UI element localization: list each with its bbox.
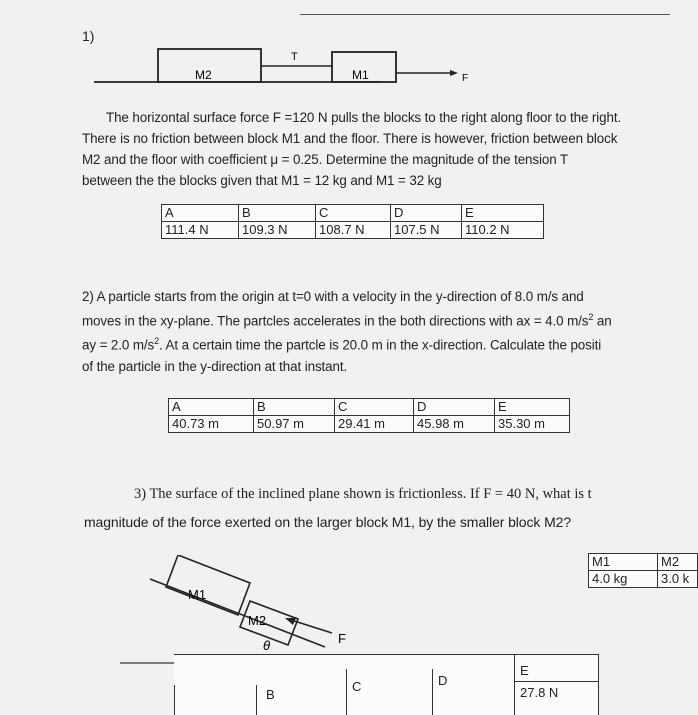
q3-line-2: magnitude of the force exerted on the larger block M1, by the smaller block M2?	[84, 514, 572, 530]
q1-t-label: T	[291, 51, 298, 63]
q3-m1-label: M1	[188, 587, 207, 602]
q1-number: 1)	[82, 28, 95, 44]
q2-choice-d-value: 45.98 m	[414, 416, 495, 433]
q1-choice-c-value: 108.7 N	[316, 222, 391, 239]
q3-choice-e-letter: E	[520, 663, 529, 678]
q2-choice-c-letter: C	[335, 399, 414, 416]
q2-line-4: of the particle in the y-direction at that instant.	[82, 358, 348, 374]
q3-m2-value: 3.0 k	[658, 571, 698, 588]
q1-choice-e-value: 110.2 N	[462, 222, 544, 239]
q3-m2-label: M2	[248, 613, 267, 628]
q2-line-2	[82, 307, 698, 331]
q2-line-3-sup: 2	[154, 336, 160, 347]
q3-answer-table-partial	[174, 654, 599, 715]
q1-choice-b-value: 109.3 N	[239, 222, 316, 239]
q3-line-1: 3) The surface of the inclined plane shown is frictionless. If F = 40 N, what is t	[134, 486, 592, 502]
q2-line-2-text: moves in the xy-plane. The partcles accelerates in the both directions with ax = 4.0 m/s	[82, 313, 589, 329]
q2-line-3-b: . At a certain time the partcle is 20.0 m in the x-direction. Calculate the positi	[159, 337, 602, 353]
q1-m2-label: M2	[195, 68, 212, 82]
q1-force-arrowhead	[450, 70, 458, 76]
top-rule	[300, 14, 670, 15]
q2-answer-table	[168, 398, 570, 433]
q1-choice-a-letter: A	[162, 205, 239, 222]
q3-block-m1	[166, 555, 250, 615]
q2-line-2-sup: 2	[588, 312, 594, 322]
q3-choice-e-value: 27.8 N	[520, 685, 559, 700]
q2-choice-e-value: 35.30 m	[495, 416, 570, 433]
q2-line-1: 2) A particle starts from the origin at t=0 with a velocity in the y-direction of 8.0 m/s and	[82, 289, 584, 304]
q3-table-divider-4	[432, 669, 433, 715]
q1-line-4: between the the blocks given that M1 = 12 kg and M1 = 32 kg	[82, 173, 442, 188]
q1-text	[82, 107, 692, 191]
q3-m1-value: 4.0 kg	[589, 571, 658, 588]
q1-choice-e-letter: E	[462, 205, 544, 222]
q2-choice-b-value: 50.97 m	[254, 416, 335, 433]
q2-choice-b-letter: B	[254, 399, 335, 416]
q2-choice-e-letter: E	[495, 399, 570, 416]
q3-theta-label: θ	[263, 638, 271, 653]
q1-choice-d-value: 107.5 N	[391, 222, 462, 239]
q2-text	[82, 286, 698, 377]
q1-choice-d-letter: D	[391, 205, 462, 222]
q3-choice-b-letter: B	[266, 687, 275, 702]
q1-choice-b-letter: B	[239, 205, 316, 222]
q3-m2-header: M2	[658, 554, 698, 571]
q3-f-label: F	[338, 631, 346, 646]
q2-line-2-tail: an	[593, 313, 612, 329]
q2-choice-d-letter: D	[414, 399, 495, 416]
q3-table-divider-2	[256, 685, 257, 715]
q2-choice-c-value: 29.41 m	[335, 416, 414, 433]
q2-choice-a-value: 40.73 m	[169, 416, 254, 433]
q2-line-3-a: ay = 2.0 m/s	[82, 337, 155, 353]
q1-m1-label: M1	[352, 68, 369, 82]
q1-answer-table	[161, 204, 544, 239]
q3-m1-header: M1	[589, 554, 658, 571]
q1-line-2: There is no friction between block M1 and the floor. There is however, friction between block	[82, 131, 618, 146]
q3-choice-c-letter: C	[352, 679, 362, 694]
q3-incline-surface	[150, 579, 325, 647]
q3-incline-diagram	[120, 555, 380, 670]
q3-mass-table	[588, 553, 698, 588]
q3-table-divider-1	[174, 685, 175, 715]
q2-line-3	[82, 331, 698, 355]
q3-table-midline	[514, 681, 598, 682]
q1-choice-a-value: 111.4 N	[162, 222, 239, 239]
q3-choice-d-letter: D	[438, 673, 448, 688]
q2-choice-a-letter: A	[169, 399, 254, 416]
q1-f-label: F	[462, 73, 469, 84]
q1-choice-c-letter: C	[316, 205, 391, 222]
q3-table-divider-5	[514, 655, 515, 715]
q1-line-1: The horizontal surface force F =120 N pulls the blocks to the right along floor to the right.	[106, 110, 622, 125]
q1-line-3: M2 and the floor with coefficient μ = 0.25. Determine the magnitude of the tension T	[82, 152, 569, 167]
q1-diagram	[90, 40, 490, 90]
q3-force-arrowhead	[285, 618, 296, 625]
q3-table-divider-3	[346, 669, 347, 715]
